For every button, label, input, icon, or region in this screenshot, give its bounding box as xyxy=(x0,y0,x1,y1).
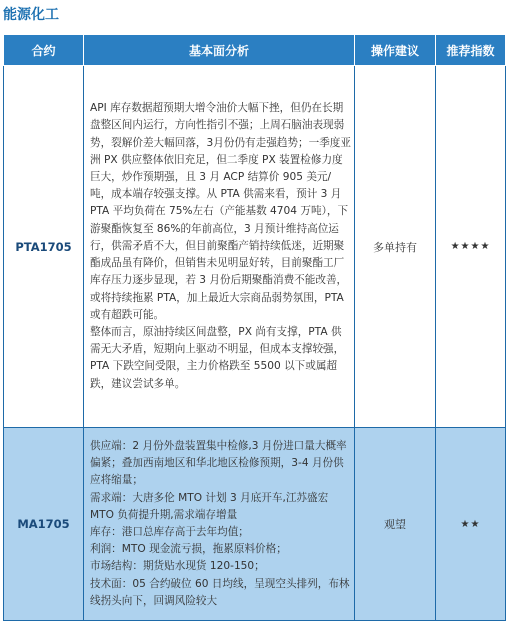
analysis-line: 库存：港口总库存高于去年均值； xyxy=(90,526,249,538)
analysis-line: 利润：MTO 现金流亏损，拖累原料价格； xyxy=(90,543,287,556)
analysis-paragraph: 整体而言，原油持续区间盘整，PX 尚有支撑，PTA 供需无大矛盾，短期向上驱动不明显，但成本支撑较强，PTA 下跌空间受限，主力价格跌至 5500 以下或属超跌，建议尝试多单。 xyxy=(90,325,345,390)
recommendation-table xyxy=(3,34,506,621)
table-row xyxy=(4,428,506,621)
header-rating: 推荐指数 xyxy=(436,35,506,66)
rating-stars: ★★★★ xyxy=(436,66,506,428)
analysis-paragraph: API 库存数据超预期大增令油价大幅下挫，但仍在长期盘整区间内运行，方向性指引不强；上周石脑油表现弱势，裂解价差大幅回落，3月份仍有走强趋势；一季度亚洲 PX 供应整体依旧充足，但二季度 PX 装置检修力度巨大，炒作预期强，且 3 月 ACP 结算价 905 美元/吨，成本端存较强支撑。从 PTA 供需来看，预计 3 月 PTA 平均负荷在 75%左右（产能基数 4704 万吨），下游聚酯恢复至 86%的年前高位，3 月预计维持高位运行，供需矛盾不大，但目前聚酯产销持续低迷，近期聚酯成品虽有降价，但销售未见明显好转，目前聚酯工厂库存压力逐步显现，若 3 月份后期聚酯消费不能改善，或将持续拖累 PTA，加上最近大宗商品弱势氛围，PTA 或有超跌可能。 xyxy=(90,102,351,321)
analysis-line: 供应端：2 月份外盘装置集中检修,3 月份进口量大概率偏紧；叠加西南地区和华北地区检修预期，3-4 月份供应将缩量； xyxy=(90,439,347,487)
analysis-line: 需求端：大唐多伦 MTO 计划 3 月底开车,江苏盛宏 MTO 负荷提升期,需求端存增量 xyxy=(90,491,329,521)
analysis-line: 技术面：05 合约破位 60 日均线，呈现空头排列，布林线拐头向下，回调风险较大 xyxy=(90,577,350,607)
header-contract: 合约 xyxy=(4,35,84,66)
advice-cell: 观望 xyxy=(355,428,436,621)
rating-stars: ★★ xyxy=(436,428,506,621)
table-row xyxy=(4,66,506,428)
section-title: 能源化工 xyxy=(3,7,59,23)
table-header-row xyxy=(4,35,506,66)
analysis-cell xyxy=(84,428,355,621)
contract-cell: PTA1705 xyxy=(4,66,84,428)
analysis-line: 市场结构：期货贴水现货 120-150； xyxy=(90,560,265,573)
advice-cell: 多单持有 xyxy=(355,66,436,428)
header-analysis: 基本面分析 xyxy=(84,35,355,66)
contract-cell: MA1705 xyxy=(4,428,84,621)
header-advice: 操作建议 xyxy=(355,35,436,66)
analysis-cell xyxy=(84,66,355,428)
